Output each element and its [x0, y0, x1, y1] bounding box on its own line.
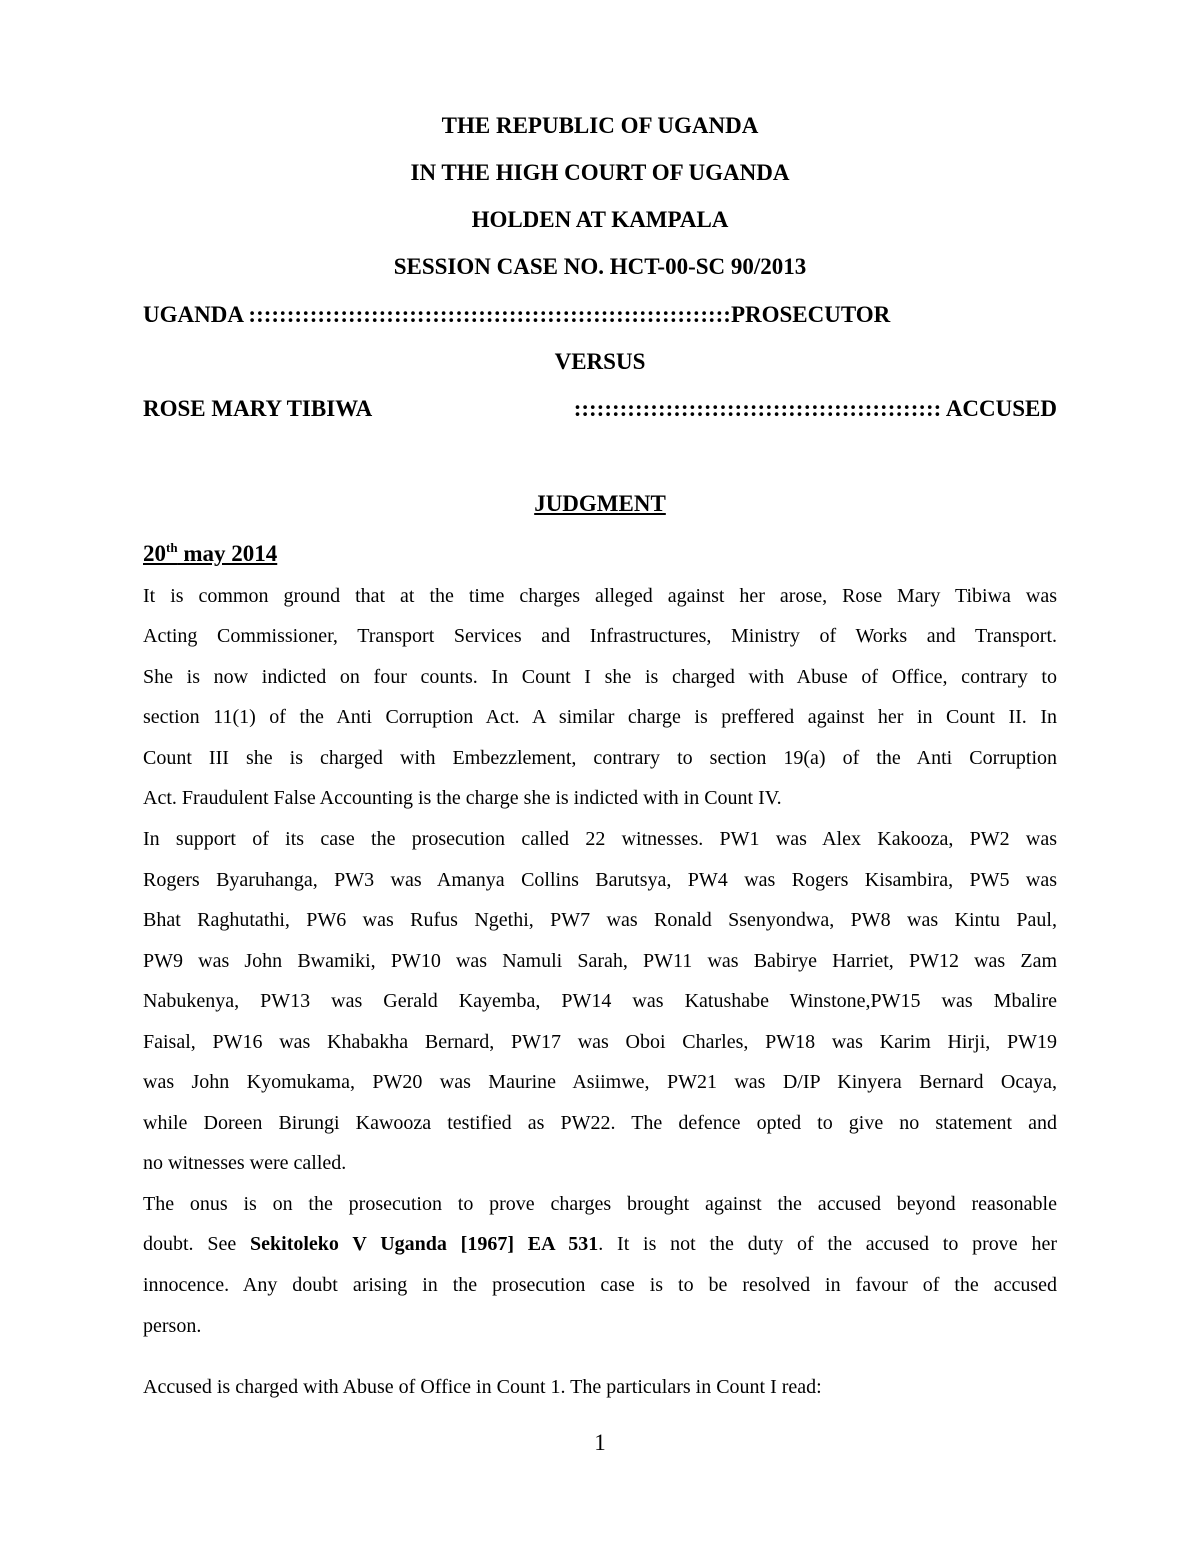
heading-court: IN THE HIGH COURT OF UGANDA	[410, 160, 790, 185]
body-line: In support of its case the prosecution called 22 witnesses. PW1 was Alex Kakooza, PW2 was	[143, 828, 1057, 850]
case-citation: Sekitoleko V Uganda [1967] EA 531	[250, 1233, 599, 1255]
body-line: while Doreen Birungi Kawooza testified as PW22. The defence opted to give no statement and	[143, 1112, 1057, 1134]
judgment-title: JUDGMENT	[534, 491, 666, 516]
body-line: Act. Fraudulent False Accounting is the charge she is indicted with in Count IV.	[143, 787, 782, 809]
page-number: 1	[594, 1430, 606, 1455]
body-line: The onus is on the prosecution to prove charges brought against the accused beyond reasonable	[143, 1193, 1057, 1215]
body-line: PW9 was John Bwamiki, PW10 was Namuli Sarah, PW11 was Babirye Harriet, PW12 was Zam	[143, 950, 1057, 972]
body-line: section 11(1) of the Anti Corruption Act. A similar charge is preffered against her in Count II. In	[143, 706, 1057, 728]
body-line: innocence. Any doubt arising in the prosecution case is to be resolved in favour of the accused	[143, 1274, 1057, 1296]
date-rest: may 2014	[177, 541, 278, 566]
prosecutor-role: PROSECUTOR	[730, 302, 891, 327]
heading-republic: THE REPUBLIC OF UGANDA	[441, 113, 759, 138]
accused-right	[574, 394, 1057, 424]
accused-colons: ::::::::::::::::::::::::::::::::::::::::::::::::	[573, 396, 942, 421]
body-text: doubt. See	[143, 1233, 251, 1255]
heading-holden: HOLDEN AT KAMPALA	[471, 207, 729, 232]
body-text: . It is not the duty of the accused to prove her	[598, 1233, 1057, 1255]
body-line	[143, 1229, 1057, 1259]
prosecutor-colons: :::::::::::::::::::::::::::::::::::::::::::::::::::::::::::::::	[248, 302, 731, 327]
accused-role: ACCUSED	[945, 396, 1057, 421]
body-line: was John Kyomukama, PW20 was Maurine Asiimwe, PW21 was D/IP Kinyera Bernard Ocaya,	[143, 1071, 1057, 1093]
date-suffix: th	[166, 540, 178, 555]
heading-case-number: SESSION CASE NO. HCT-00-SC 90/2013	[393, 254, 807, 279]
accused-line	[143, 394, 1057, 424]
prosecutor-name: UGANDA	[143, 302, 243, 327]
body-line: Acting Commissioner, Transport Services and Infrastructures, Ministry of Works and Transport.	[143, 625, 1057, 647]
body-line: She is now indicted on four counts. In Count I she is charged with Abuse of Office, contrary to	[143, 666, 1057, 688]
date-day: 20	[143, 541, 166, 566]
body-line: It is common ground that at the time charges alleged against her arose, Rose Mary Tibiwa was	[143, 585, 1057, 607]
body-line: no witnesses were called.	[143, 1152, 347, 1174]
versus-label: VERSUS	[554, 349, 646, 374]
body-line: Rogers Byaruhanga, PW3 was Amanya Collins Barutsya, PW4 was Rogers Kisambira, PW5 was	[143, 869, 1057, 891]
body-line: Bhat Raghutathi, PW6 was Rufus Ngethi, PW7 was Ronald Ssenyondwa, PW8 was Kintu Paul,	[143, 909, 1057, 931]
body-line: person.	[143, 1315, 202, 1337]
body-line: Count III she is charged with Embezzlement, contrary to section 19(a) of the Anti Corruption	[143, 747, 1057, 769]
body-line: Faisal, PW16 was Khabakha Bernard, PW17 was Oboi Charles, PW18 was Karim Hirji, PW19	[143, 1031, 1057, 1053]
body-line: Accused is charged with Abuse of Office in Count 1. The particulars in Count I read:	[143, 1376, 822, 1398]
accused-name: ROSE MARY TIBIWA	[143, 396, 373, 421]
judgment-date	[143, 537, 277, 571]
prosecutor-line	[143, 300, 1057, 330]
body-line: Nabukenya, PW13 was Gerald Kayemba, PW14 was Katushabe Winstone,PW15 was Mbalire	[143, 990, 1057, 1012]
